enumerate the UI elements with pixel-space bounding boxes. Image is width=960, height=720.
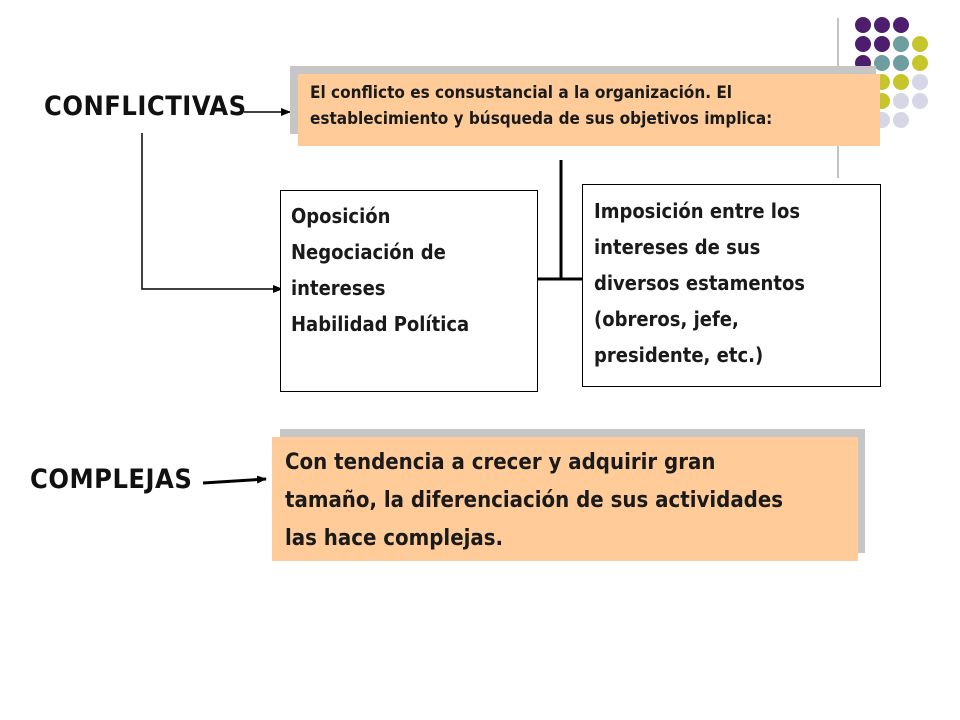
item-oposicion: Oposición	[291, 204, 391, 228]
item-negociacion: Negociación de	[291, 240, 446, 264]
item-habilidad: Habilidad Política	[291, 312, 470, 336]
imposicion-line: (obreros, jefe,	[594, 307, 739, 331]
conflictivas-summary-box	[298, 74, 880, 146]
complejas-label: COMPLEJAS	[30, 464, 193, 495]
complejas-line: las hace complejas.	[285, 526, 504, 551]
imposicion-line: Imposición entre los	[594, 199, 801, 223]
imposicion-line: diversos estamentos	[594, 271, 806, 295]
item-intereses: intereses	[291, 276, 386, 300]
conflictivas-left-box	[280, 190, 538, 392]
complejas-line: Con tendencia a crecer y adquirir gran	[285, 450, 716, 475]
summary-line: El conflicto es consustancial a la organización. El	[310, 83, 733, 103]
summary-line: establecimiento y búsqueda de sus objetivos implica:	[310, 109, 773, 129]
imposicion-line: intereses de sus	[594, 235, 761, 259]
conflictivas-label: CONFLICTIVAS	[44, 91, 247, 122]
imposicion-line: presidente, etc.)	[594, 343, 764, 367]
conflictivas-right-box	[582, 184, 881, 387]
complejas-box	[272, 437, 858, 561]
arrow-complejas-box	[203, 479, 266, 483]
complejas-line: tamaño, la diferenciación de sus actividades	[285, 488, 784, 513]
arrow-conflictivas-leftbox	[142, 133, 282, 289]
